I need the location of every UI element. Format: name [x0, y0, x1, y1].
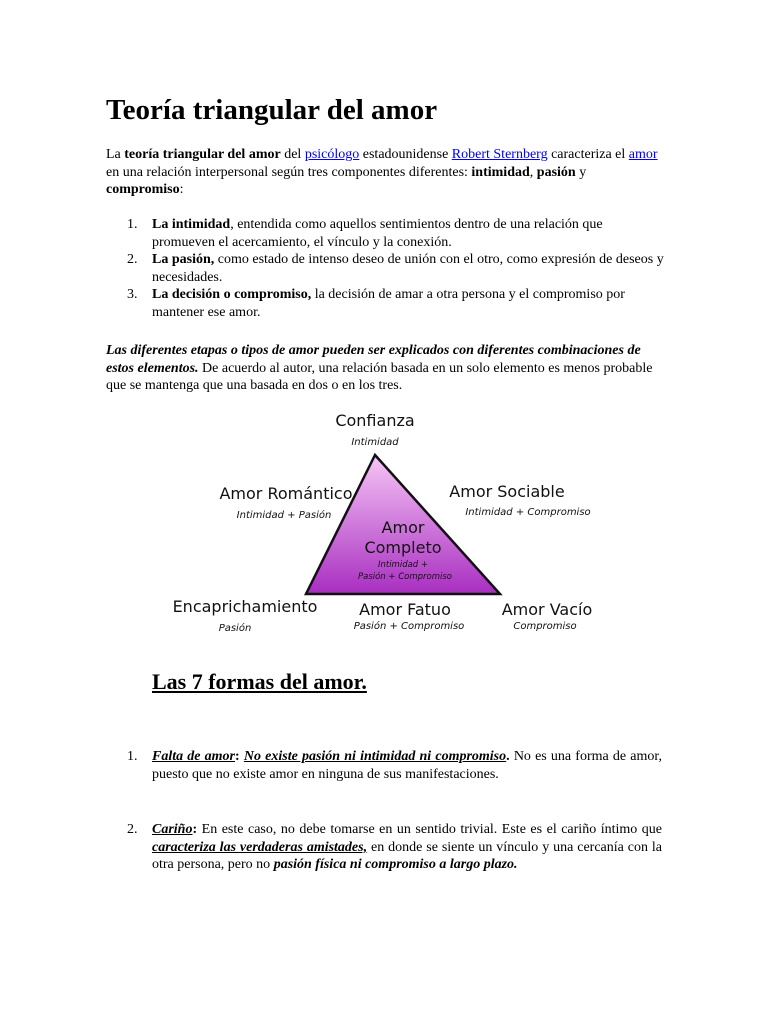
page-title: Teoría triangular del amor — [106, 94, 438, 126]
vertex-top-sub: Intimidad — [351, 437, 399, 448]
combinations-paragraph — [106, 342, 666, 395]
intro-bold-pasion: pasión — [536, 164, 576, 180]
form-name: Falta de amor — [152, 749, 236, 764]
list-item — [127, 251, 666, 286]
list-item — [127, 821, 663, 874]
form-separator: : — [192, 822, 202, 837]
list-number: 3. — [127, 287, 138, 302]
side-right-sub: Intimidad + Compromiso — [465, 507, 591, 518]
list-item-text: como estado de intenso deseo de unión con el otro, como expresión de deseos y necesidades. — [152, 252, 664, 285]
vertex-right-title: Amor Vacío — [501, 600, 593, 619]
list-item-text: , entendida como aquellos sentimientos dentro de una relación que promueven el acercamiento, el vínculo y la conexión. — [152, 217, 603, 250]
form-separator: : — [235, 749, 244, 764]
form-text: en donde se siente un vínculo y una cercanía con la otra persona, pero no — [152, 839, 663, 872]
intro-text: caracteriza el — [547, 147, 629, 162]
love-triangle-diagram — [160, 406, 620, 642]
side-right-title: Amor Sociable — [449, 482, 565, 501]
list-item — [127, 216, 666, 251]
forms-list — [127, 748, 663, 874]
intro-text: estadounidense — [359, 147, 452, 162]
intro-text: en una relación interpersonal según tres componentes diferentes: — [106, 164, 472, 180]
form-text: En este caso, no debe tomarse en un sentido trivial. Este es el cariño íntimo que — [201, 822, 662, 837]
vertex-right-sub: Compromiso — [513, 621, 577, 632]
intro-text: La — [106, 147, 125, 162]
intro-bold-compromiso: compromiso — [106, 182, 180, 197]
list-item-bold: La decisión o compromiso, — [152, 287, 312, 302]
intro-text: : — [179, 182, 184, 197]
list-item-bold: La pasión, — [152, 252, 215, 267]
link-amor[interactable]: amor — [628, 147, 658, 162]
form-emphasis: pasión física ni compromiso a largo plazo. — [273, 857, 518, 872]
list-item-bold: La intimidad — [152, 217, 231, 232]
intro-paragraph — [106, 146, 666, 199]
intro-bold-term: teoría triangular del amor — [124, 147, 281, 162]
form-description-emphasis: No existe pasión ni intimidad ni compromiso — [243, 749, 507, 764]
list-number: 1. — [127, 217, 138, 232]
center-title-line2: Completo — [364, 538, 442, 557]
combinations-emphasis: Las diferentes etapas o tipos de amor pueden ser explicados con diferentes combinaciones de estos elementos. — [106, 343, 641, 376]
vertex-left-title: Encaprichamiento — [172, 597, 318, 616]
intro-bold-intimidad: intimidad — [471, 164, 530, 180]
list-number: 2. — [127, 822, 138, 837]
form-emphasis-underlined: caracteriza las verdaderas amistades, — [152, 839, 368, 855]
forms-heading: Las 7 formas del amor. — [152, 669, 367, 694]
link-psicologo[interactable]: psicólogo — [304, 147, 360, 162]
list-item-text: la decisión de amar a otra persona y el compromiso por mantener ese amor. — [152, 287, 625, 320]
intro-text: , — [529, 164, 537, 180]
form-description-end: . — [506, 749, 514, 764]
vertex-left-sub: Pasión — [218, 623, 252, 634]
link-robert-sternberg[interactable]: Robert Sternberg — [451, 147, 548, 162]
list-item — [127, 286, 666, 321]
list-number: 2. — [127, 252, 138, 267]
combinations-text: De acuerdo al autor, una relación basada en un solo elemento es menos probable que se mantenga que una basada en dos o en los tres. — [106, 360, 653, 393]
side-left-title: Amor Romántico — [219, 484, 353, 503]
intro-text: y — [575, 164, 587, 180]
center-sub-line2: Pasión + Compromiso — [357, 572, 453, 582]
base-sub: Pasión + Compromiso — [353, 621, 465, 632]
components-list — [127, 216, 666, 321]
list-item — [127, 748, 662, 783]
vertex-top-title: Confianza — [335, 411, 415, 430]
form-name: Cariño — [152, 822, 193, 837]
center-sub-line1: Intimidad + — [377, 560, 429, 570]
intro-text: del — [280, 147, 305, 162]
side-left-sub: Intimidad + Pasión — [236, 510, 332, 521]
base-title: Amor Fatuo — [359, 600, 451, 619]
form-text: No es una forma de amor, puesto que no existe amor en ninguna de sus manifestaciones. — [152, 749, 662, 782]
center-title-line1: Amor — [381, 518, 425, 537]
list-number: 1. — [127, 749, 138, 764]
